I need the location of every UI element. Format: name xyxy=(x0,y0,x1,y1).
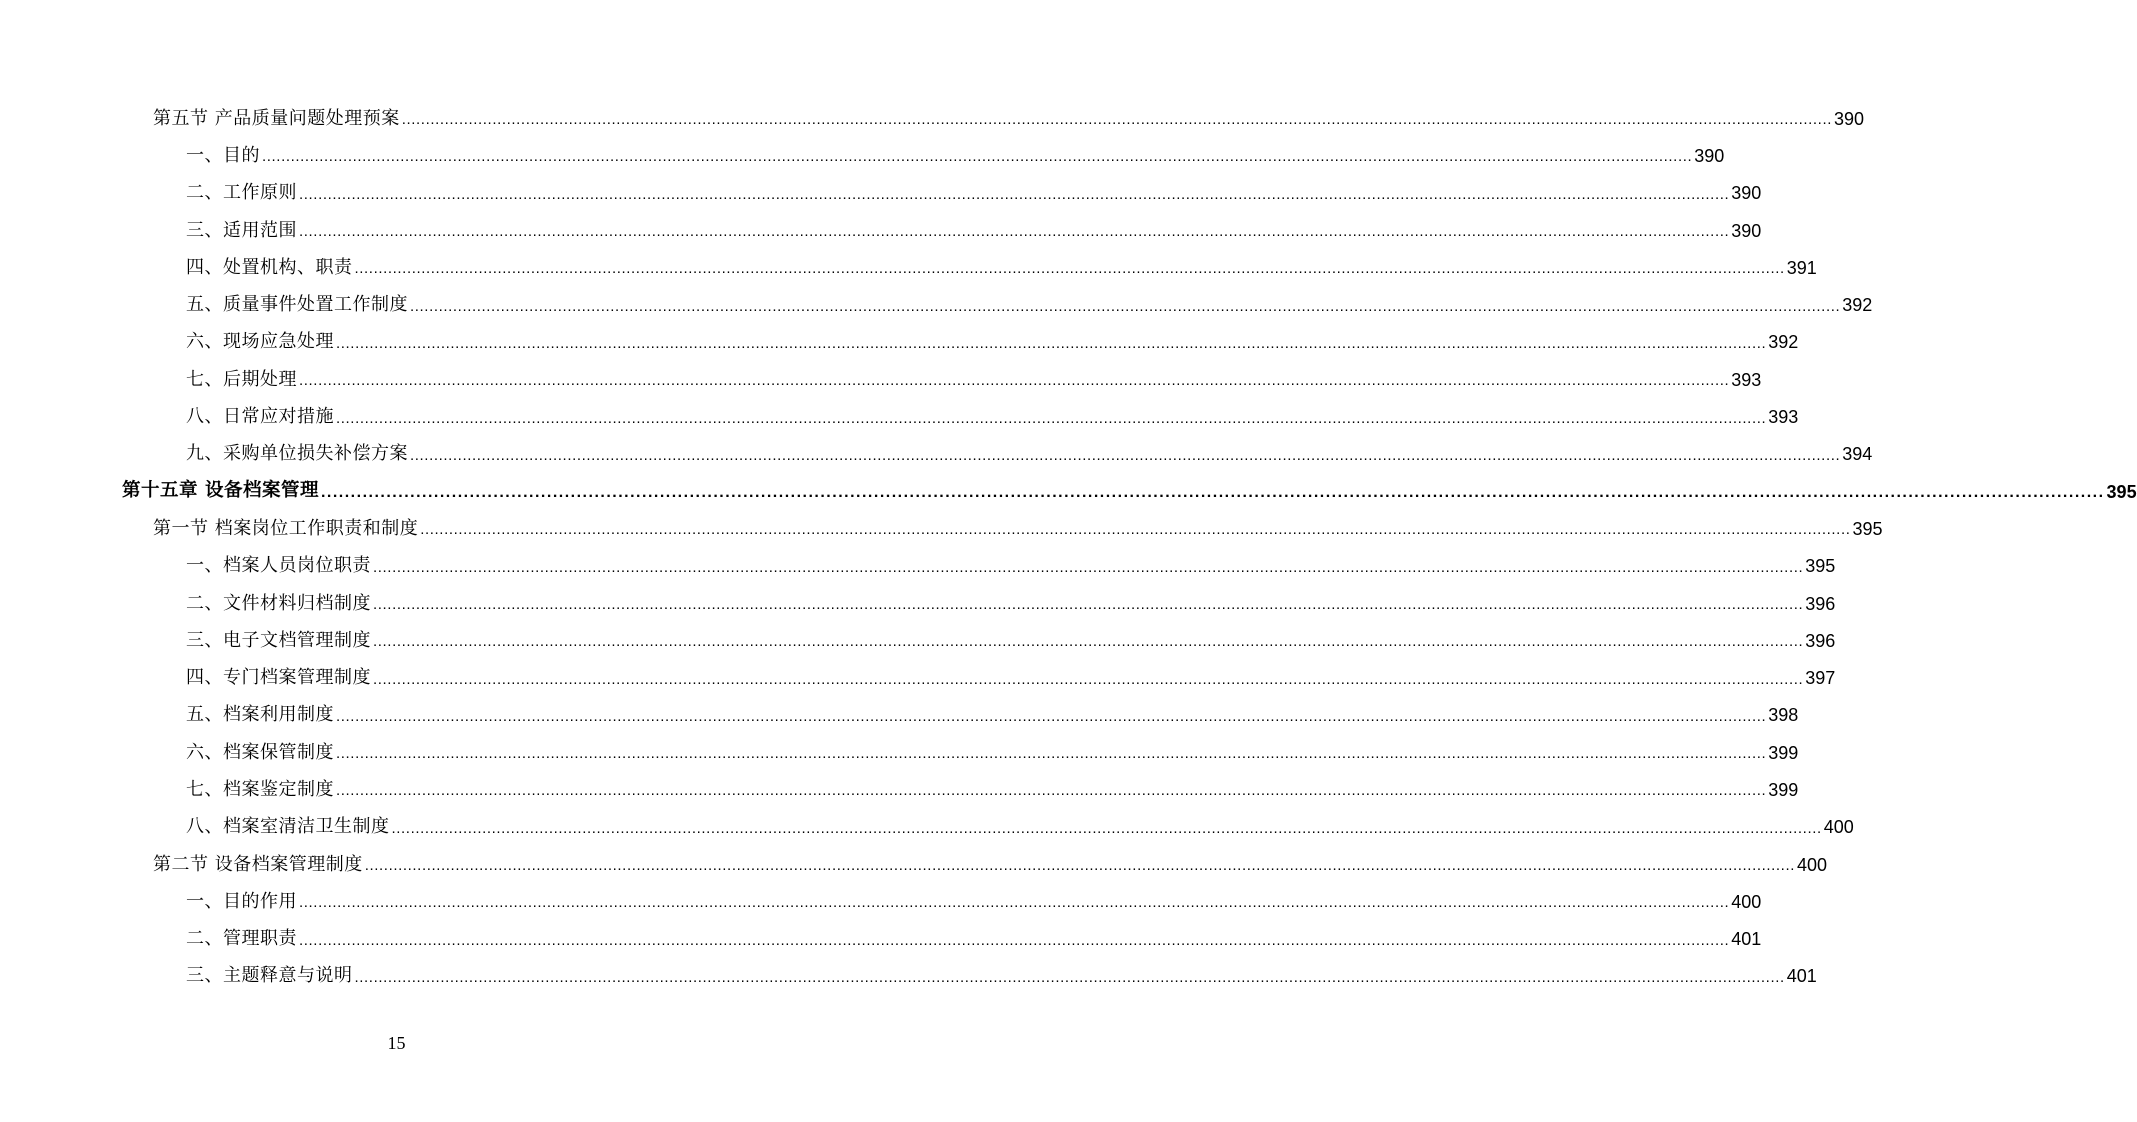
toc-item-row[interactable] xyxy=(0,175,1762,212)
toc-entry-title: 一、档案人员岗位职责 xyxy=(186,555,371,577)
toc-entry-title: 四、专门档案管理制度 xyxy=(186,667,371,689)
toc-dot-leader: ............................................................................................................................................................................................................................................................................................................ xyxy=(391,819,1822,837)
toc-entry-title: 五、质量事件处置工作制度 xyxy=(186,294,408,316)
toc-entry-title: 三、适用范围 xyxy=(186,219,297,241)
toc-item-row[interactable] xyxy=(0,286,1873,323)
toc-entry-page: 401 xyxy=(1786,966,1817,987)
toc-entry-title: 一、目的作用 xyxy=(186,890,297,912)
toc-dot-leader: ............................................................................................................................................................................................................................................................................................................ xyxy=(336,409,1767,427)
toc-entry-title: 六、现场应急处理 xyxy=(186,331,334,353)
table-of-contents xyxy=(0,100,2137,995)
toc-entry-title: 第一节 档案岗位工作职责和制度 xyxy=(153,517,419,539)
toc-section-row[interactable] xyxy=(0,100,1865,137)
toc-entry-page: 390 xyxy=(1833,108,1865,129)
toc-dot-leader: ............................................................................................................................................................................................................................................................................................................ xyxy=(336,782,1767,800)
toc-dot-leader: ............................................................................................................................................................................................................................................................................................................ xyxy=(299,894,1730,912)
toc-section-row[interactable] xyxy=(0,846,1828,883)
toc-item-row[interactable] xyxy=(0,697,1799,734)
toc-dot-leader: ............................................................................................................................................................................................................................................................................................................ xyxy=(373,558,1804,576)
toc-entry-page: 400 xyxy=(1796,854,1828,875)
toc-dot-leader: ............................................................................................................................................................................................................................................................................................................ xyxy=(373,633,1804,651)
toc-entry-title: 第二节 设备档案管理制度 xyxy=(153,853,363,875)
toc-item-row[interactable] xyxy=(0,137,1725,174)
toc-entry-title: 九、采购单位损失补偿方案 xyxy=(186,443,408,465)
toc-dot-leader: ............................................................................................................................................................................................................................................................................................................ xyxy=(354,260,1785,278)
toc-item-row[interactable] xyxy=(0,659,1836,696)
toc-item-row[interactable] xyxy=(0,249,1817,286)
toc-item-row[interactable] xyxy=(0,548,1836,585)
toc-entry-page: 400 xyxy=(1823,817,1854,838)
toc-entry-page: 393 xyxy=(1768,407,1799,428)
toc-section-row[interactable] xyxy=(0,510,1883,547)
toc-entry-page: 393 xyxy=(1731,369,1762,390)
toc-item-row[interactable] xyxy=(0,212,1762,249)
toc-entry-title: 二、管理职责 xyxy=(186,928,297,950)
toc-item-row[interactable] xyxy=(0,622,1836,659)
toc-item-row[interactable] xyxy=(0,361,1762,398)
toc-dot-leader: ............................................................................................................................................................................................................................................................................................................ xyxy=(262,148,1693,166)
toc-entry-page: 392 xyxy=(1842,295,1873,316)
toc-entry-page: 398 xyxy=(1768,705,1799,726)
toc-dot-leader: ............................................................................................................................................................................................................................................................................................................ xyxy=(373,670,1804,688)
toc-entry-page: 395 xyxy=(1852,518,1883,539)
toc-entry-title: 八、日常应对措施 xyxy=(186,406,334,428)
toc-entry-title: 三、电子文档管理制度 xyxy=(186,629,371,651)
toc-item-row[interactable] xyxy=(0,436,1873,473)
toc-dot-leader: ............................................................................................................................................................................................................................................................................................................ xyxy=(336,707,1767,725)
toc-entry-page: 394 xyxy=(1842,444,1873,465)
toc-entry-title: 第十五章 设备档案管理 xyxy=(122,480,319,502)
toc-entry-title: 第五节 产品质量问题处理预案 xyxy=(153,107,400,129)
toc-entry-page: 401 xyxy=(1731,929,1762,950)
toc-entry-page: 400 xyxy=(1731,891,1762,912)
toc-entry-title: 六、档案保管制度 xyxy=(186,741,334,763)
toc-chapter-row[interactable] xyxy=(0,473,2137,510)
toc-item-row[interactable] xyxy=(0,398,1799,435)
toc-dot-leader: ............................................................................................................................................................................................................................................................................................................ xyxy=(299,931,1730,949)
toc-entry-page: 390 xyxy=(1694,145,1725,166)
toc-item-row[interactable] xyxy=(0,734,1799,771)
toc-entry-title: 七、后期处理 xyxy=(186,368,297,390)
toc-dot-leader: ............................................................................................................................................................................................................................................................................................................ xyxy=(299,372,1730,390)
toc-entry-page: 390 xyxy=(1731,220,1762,241)
toc-entry-title: 四、处置机构、职责 xyxy=(186,256,353,278)
toc-item-row[interactable] xyxy=(0,324,1799,361)
toc-entry-title: 五、档案利用制度 xyxy=(186,704,334,726)
toc-dot-leader: ............................................................................................................................................................................................................................................................................................................ xyxy=(336,334,1767,352)
toc-entry-title: 一、目的 xyxy=(186,144,260,166)
toc-dot-leader: ............................................................................................................................................................................................................................................................................................................ xyxy=(299,223,1730,241)
toc-item-row[interactable] xyxy=(0,921,1762,958)
toc-dot-leader: ............................................................................................................................................................................................................................................................................................................ xyxy=(354,968,1785,986)
toc-entry-page: 395 xyxy=(2106,481,2137,502)
toc-entry-title: 二、工作原则 xyxy=(186,182,297,204)
toc-dot-leader: ............................................................................................................................................................................................................................................................................................................ xyxy=(410,297,1841,315)
toc-entry-page: 396 xyxy=(1805,630,1836,651)
toc-dot-leader: ............................................................................................................................................................................................................................................................................................................ xyxy=(299,185,1730,203)
toc-dot-leader: ............................................................................................................................................................................................................................................................................................................ xyxy=(373,596,1804,613)
toc-entry-page: 396 xyxy=(1805,593,1836,614)
toc-entry-title: 八、档案室清洁卫生制度 xyxy=(186,816,390,838)
toc-entry-page: 395 xyxy=(1805,556,1836,577)
toc-dot-leader: ............................................................................................................................................................................................................................................................................................................ xyxy=(336,745,1767,763)
toc-item-row[interactable] xyxy=(0,585,1836,622)
toc-entry-page: 399 xyxy=(1768,742,1799,763)
toc-entry-title: 二、文件材料归档制度 xyxy=(186,592,371,614)
toc-entry-page: 397 xyxy=(1805,668,1836,689)
toc-entry-page: 392 xyxy=(1768,332,1799,353)
toc-dot-leader: ............................................................................................................................................................................................................................................................................................................ xyxy=(420,521,1851,539)
toc-dot-leader: ............................................................................................................................................................................................................................................................................................................ xyxy=(410,446,1841,464)
toc-entry-page: 390 xyxy=(1731,183,1762,204)
toc-dot-leader: ............................................................................................................................................................................................................................................................................................................ xyxy=(364,857,1795,875)
toc-entry-title: 七、档案鉴定制度 xyxy=(186,778,334,800)
toc-entry-page: 391 xyxy=(1786,257,1817,278)
toc-item-row[interactable] xyxy=(0,958,1817,995)
toc-dot-leader: ............................................................................................................................................................................................................................................................................................................ xyxy=(320,483,2105,501)
toc-dot-leader: ............................................................................................................................................................................................................................................................................................................ xyxy=(401,111,1832,129)
toc-item-row[interactable] xyxy=(0,883,1762,920)
toc-item-row[interactable] xyxy=(0,771,1799,808)
toc-item-row[interactable] xyxy=(0,809,1854,846)
toc-entry-title: 三、主题释意与说明 xyxy=(186,965,353,987)
toc-entry-page: 399 xyxy=(1768,779,1799,800)
page-number: 15 xyxy=(387,1033,406,1053)
